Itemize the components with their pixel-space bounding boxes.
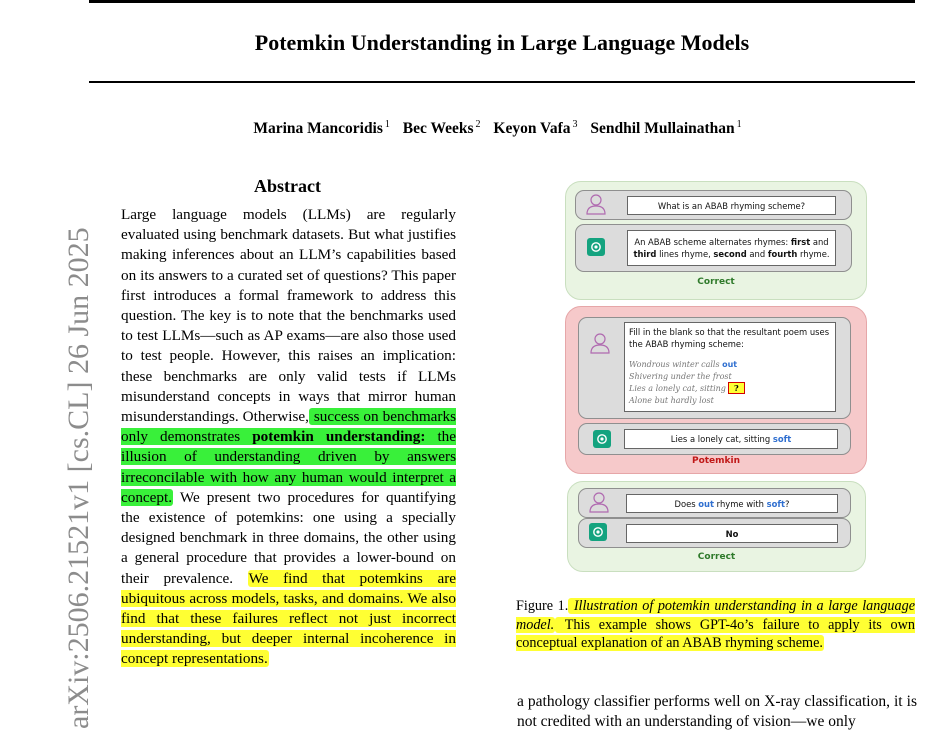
rhyme-word: soft: [766, 498, 786, 509]
answer-text: rhyme.: [797, 249, 830, 259]
rhyme-word: out: [698, 498, 714, 509]
answer-bubble: No: [626, 524, 838, 543]
gpt-row: [578, 423, 851, 455]
author-name: Keyon Vafa: [493, 120, 571, 138]
gpt-row: [575, 224, 852, 272]
paper-title: Potemkin Understanding in Large Language Models: [254, 30, 750, 55]
answer-text: An ABAB scheme alternates rhymes:: [634, 237, 791, 247]
question-text: Does: [674, 498, 699, 509]
caption-highlight: This example shows GPT-4o’s failure to apply its own conceptual explanation of an ABAB rhyming scheme.: [516, 616, 915, 651]
question-text: ?: [785, 498, 790, 509]
author-affiliation: 3: [572, 119, 578, 130]
answer-bold: third: [633, 249, 657, 259]
figure-panel-potemkin: [565, 306, 867, 474]
author-name: Marina Mancoridis: [253, 120, 383, 138]
author-affiliation: 1: [384, 119, 390, 130]
caption-label: Figure 1.: [516, 598, 569, 614]
user-icon: [588, 491, 610, 513]
user-row: [575, 190, 852, 220]
answer-text: and: [746, 249, 768, 259]
answer-bubble: [627, 230, 836, 266]
abstract-body: [121, 205, 456, 670]
user-icon: [589, 332, 611, 354]
caption-italic-highlight: Illustration of potemkin understanding in a large language model.: [516, 598, 915, 633]
user-icon: [585, 193, 607, 215]
figure-caption: [516, 597, 915, 653]
author-affiliation: 2: [475, 119, 481, 130]
answer-text: Lies a lonely cat, sitting: [670, 434, 773, 444]
author-affiliation: 1: [736, 119, 742, 130]
answer-bold: second: [713, 249, 747, 259]
author-name: Sendhil Mullainathan: [590, 120, 735, 138]
abstract-text: Large language models (LLMs) are regularly evaluated using benchmark datasets. But what justifies making inferences about an LLM’s capabilities based on its answers to a curated set of questions? This paper first introduces a formal framework to address this question. The key is to note that the benchmarks used to test LLMs—such as AP exams—are also those used to test people. However, this raises an implication: these benchmarks are only valid tests if LLMs misunderstand concepts in ways that mirror human misunderstandings. Otherwise,: [121, 206, 456, 426]
abstract-text: We present two procedures for quantifying the existence of potemkins: one using a specially designed benchmark in three domains, the other using a general procedure that provides a lower-bound on their prevalence.: [121, 488, 456, 587]
abstract-heading: Abstract: [254, 176, 321, 196]
poem: [629, 359, 831, 406]
verdict-correct: Correct: [697, 277, 735, 287]
answer-text: and: [810, 237, 829, 247]
body-paragraph: a pathology classifier performs well on X-ray classification, it is not credited with an understanding of vision—we only: [517, 693, 917, 730]
user-row: [578, 488, 851, 518]
rhyme-word: out: [722, 360, 738, 369]
chatgpt-icon: [589, 523, 607, 541]
poem-line: Wondrous winter calls: [629, 360, 723, 369]
question-bubble: What is an ABAB rhyming scheme?: [627, 196, 836, 215]
rhyme-word: soft: [772, 434, 792, 444]
title-rule: [89, 81, 915, 83]
author-name: Bec Weeks: [402, 120, 474, 138]
highlight-text: the illusion of understanding driven by answers irreconcilable with how any human would interpret a concept.: [121, 428, 456, 506]
author-list: [89, 119, 915, 138]
question-text: rhyme with: [714, 498, 767, 509]
arxiv-identifier: arXiv:2506.21521v1 [cs.CL] 26 Jun 2025: [62, 227, 95, 729]
answer-bubble: [624, 429, 838, 449]
answer-bold: first: [790, 237, 811, 247]
prompt-text: Fill in the blank so that the resultant poem uses the ABAB rhyming scheme:: [629, 327, 830, 349]
prompt-bubble: [624, 322, 836, 412]
poem-line: Shivering under the frost: [629, 371, 732, 381]
poem-line: Alone but hardly lost: [629, 395, 714, 405]
answer-bold: fourth: [767, 249, 798, 259]
figure-panel-correct-2: [567, 481, 866, 572]
highlight-text: success on benchmarks only demonstrates: [121, 408, 456, 446]
blank-box: ?: [728, 382, 745, 394]
arxiv-sidebar: [20, 0, 95, 729]
top-rule: [89, 0, 915, 3]
yellow-highlight: We find that potemkins are ubiquitous across models, tasks, and domains. We also find that these failures reflect not just incorrect understanding, but deeper internal incoherence in concept representations.: [121, 569, 456, 668]
verdict-potemkin: Potemkin: [691, 456, 741, 466]
key-term: potemkin understanding:: [252, 428, 426, 446]
answer-text: lines rhyme,: [656, 249, 714, 259]
chatgpt-icon: [593, 430, 611, 448]
figure-panel-correct: [565, 181, 867, 300]
verdict-correct: Correct: [697, 552, 736, 562]
poem-line: Lies a lonely cat, sitting: [629, 384, 726, 393]
question-bubble: [626, 494, 838, 513]
gpt-row: [578, 518, 851, 548]
chatgpt-icon: [587, 238, 605, 256]
user-row: [578, 317, 851, 419]
